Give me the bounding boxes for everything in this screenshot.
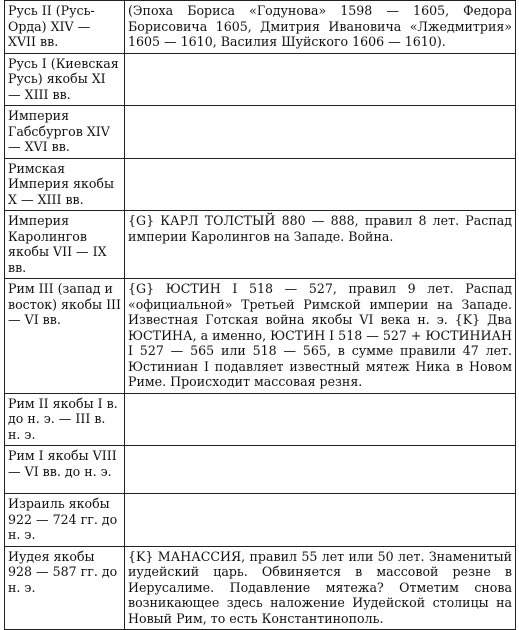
- table-row: [5, 546, 516, 630]
- row-text: [125, 53, 516, 106]
- row-label: Рим I якобы VIII — VI вв. до н. э.: [5, 446, 125, 494]
- row-label: Империя Габсбургов XIV — XVI вв.: [5, 106, 125, 159]
- row-text: [125, 446, 516, 494]
- table-row: [5, 494, 516, 547]
- row-label: Империя Каролингов якобы VII — IX вв.: [5, 211, 125, 279]
- table-row: [5, 446, 516, 494]
- table-row: [5, 393, 516, 446]
- row-text: [125, 158, 516, 211]
- row-text: {G} КАРЛ ТОЛСТЫЙ 880 — 888, правил 8 лет. Распад империи Каролингов на Западе. Война.: [125, 211, 516, 279]
- row-text: {G} ЮСТИН I 518 — 527, правил 9 лет. Распад «официальной» Третьей Римской империи на Западе. Известная Готская война якобы VI века н. э. {K} Два ЮСТИНА, а именно, ЮСТИН I 518 — 527 + ЮСТИНИАН I 527 — 565 или 518 — 565, в сумме правили 47 лет. Юстиниан I подавляет известный мятеж Ника в Новом Риме. Происходит массовая резня.: [125, 279, 516, 394]
- row-text: {K} МАНАССИЯ, правил 55 лет или 50 лет. Знаменитый иудейский царь. Обвиняется в массовой резне в Иерусалиме. Подавление мятежа? Отметим снова возникающее здесь наложение Иудейской столицы на Новый Рим, то есть Константинополь.: [125, 546, 516, 630]
- table-row: [5, 106, 516, 159]
- row-label: Иудея якобы 928 — 587 гг. до н. э.: [5, 546, 125, 630]
- table-row: [5, 158, 516, 211]
- table-row: [5, 211, 516, 279]
- row-label: Рим III (запад и восток) якобы III — VI вв.: [5, 279, 125, 394]
- row-text: (Эпоха Бориса «Годунова» 1598 — 1605, Федора Борисовича 1605, Дмитрия Ивановича «Лжедмитрия» 1605 — 1610, Василия Шуйского 1606 — 1610).: [125, 1, 516, 54]
- row-label: Римская Империя якобы X — XIII вв.: [5, 158, 125, 211]
- table-row: [5, 53, 516, 106]
- chronology-table: [4, 0, 516, 630]
- row-text: [125, 393, 516, 446]
- row-label: Русь I (Киевская Русь) якобы XI — XIII вв.: [5, 53, 125, 106]
- row-label: Рим II якобы I в. до н. э. — III в. н. э.: [5, 393, 125, 446]
- row-text: [125, 494, 516, 547]
- row-text: [125, 106, 516, 159]
- table-row: [5, 279, 516, 394]
- table-row: [5, 1, 516, 54]
- row-label: Русь II (Русь-Орда) XIV — XVII вв.: [5, 1, 125, 54]
- row-label: Израиль якобы 922 — 724 гг. до н. э.: [5, 494, 125, 547]
